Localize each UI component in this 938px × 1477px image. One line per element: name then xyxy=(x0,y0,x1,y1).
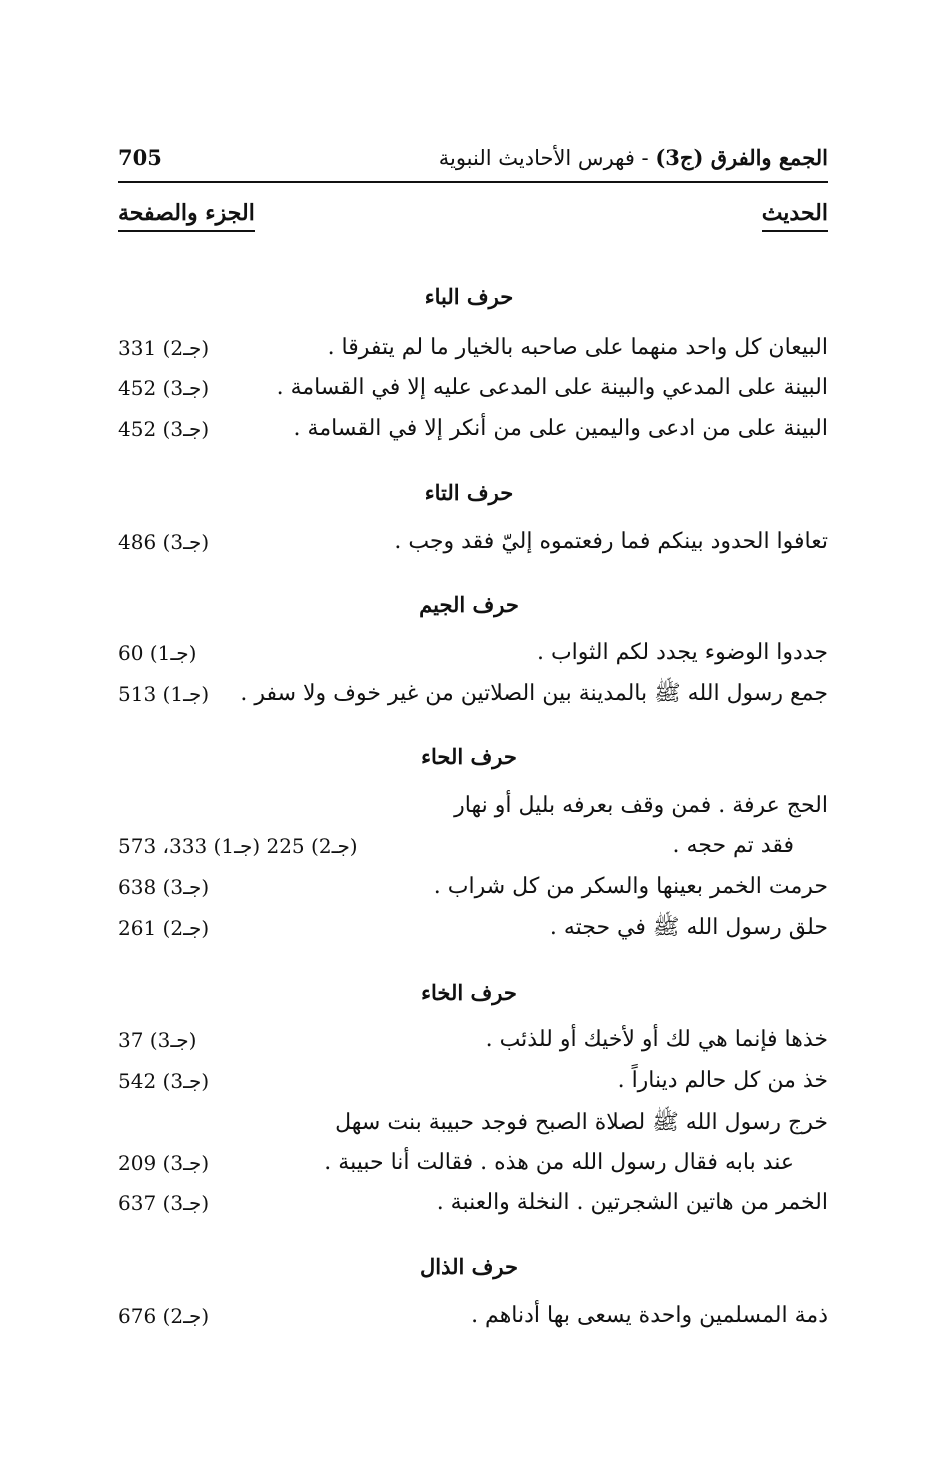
hadith-entry xyxy=(118,328,828,368)
letter-heading-ha: حرف الحاء xyxy=(421,744,517,769)
hadith-reference: (جـ3) 542 xyxy=(118,1069,210,1093)
hadith-entry xyxy=(118,1183,828,1223)
hadith-text: البيعان كل واحد منهما على صاحبه بالخيار ما لم يتفرقا . xyxy=(327,335,828,360)
hadith-reference: (جـ2) 225 (جـ1) 333، 573 xyxy=(118,834,358,858)
hadith-reference: (جـ3) 37 xyxy=(118,1028,197,1052)
column-heading-hadith: الحديث xyxy=(762,200,828,232)
running-title xyxy=(439,145,828,170)
hadith-text: حلق رسول الله ﷺ في حجته . xyxy=(549,915,828,940)
hadith-text: ذمة المسلمين واحدة يسعى بها أدناهم . xyxy=(471,1303,828,1328)
hadith-reference: (جـ3) 638 xyxy=(118,875,210,899)
letter-heading-dhal: حرف الذال xyxy=(420,1254,518,1279)
letter-heading-kha: حرف الخاء xyxy=(421,980,517,1005)
hadith-text: تعافوا الحدود بينكم فما رفعتموه إليّ فقد وجب . xyxy=(394,529,828,554)
letter-heading-jim: حرف الجيم xyxy=(419,592,519,617)
hadith-entry xyxy=(118,409,828,449)
hadith-entry xyxy=(118,674,828,714)
hadith-text: خذ من كل حالم ديناراً . xyxy=(617,1068,828,1093)
hadith-entry xyxy=(118,786,828,826)
hadith-reference: (جـ2) 261 xyxy=(118,916,210,940)
hadith-reference: (جـ2) 331 xyxy=(118,336,210,360)
hadith-entry xyxy=(118,867,828,907)
hadith-entry xyxy=(118,633,828,673)
hadith-reference: (جـ1) 513 xyxy=(118,682,210,706)
hadith-entry xyxy=(118,522,828,562)
book-title: الجمع والفرق (ج3) xyxy=(655,144,828,170)
hadith-text: الحج عرفة . فمن وقف بعرفه بليل أو نهار xyxy=(454,793,828,818)
hadith-reference: (جـ3) 637 xyxy=(118,1191,210,1215)
hadith-entry xyxy=(118,368,828,408)
hadith-text: عند بابه فقال رسول الله من هذه . فقالت أنا حبيبة . xyxy=(324,1150,794,1175)
hadith-entry xyxy=(118,908,828,948)
header-rule xyxy=(118,181,828,183)
column-heading-volume-page: الجزء والصفحة xyxy=(118,200,255,232)
page-number: 705 xyxy=(118,144,162,170)
hadith-text: حرمت الخمر بعينها والسكر من كل شراب . xyxy=(433,874,828,899)
hadith-entry xyxy=(118,1103,828,1143)
hadith-text: البينة على من ادعى واليمين على من أنكر إلا في القسامة . xyxy=(293,416,828,441)
hadith-text: جمع رسول الله ﷺ بالمدينة بين الصلاتين من غير خوف ولا سفر . xyxy=(240,681,828,706)
hadith-entry xyxy=(118,826,828,866)
letter-heading-ba: حرف الباء xyxy=(424,284,514,309)
hadith-entry xyxy=(118,1296,828,1336)
section-title: - فهرس الأحاديث النبوية xyxy=(438,145,656,170)
hadith-reference: (جـ3) 209 xyxy=(118,1151,210,1175)
hadith-entry xyxy=(118,1061,828,1101)
hadith-reference: (جـ3) 452 xyxy=(118,417,210,441)
hadith-reference: (جـ2) 676 xyxy=(118,1304,210,1328)
hadith-text: الخمر من هاتين الشجرتين . النخلة والعنبة . xyxy=(436,1190,828,1215)
hadith-text: خرج رسول الله ﷺ لصلاة الصبح فوجد حبيبة بنت سهل xyxy=(335,1110,828,1135)
hadith-text: جددوا الوضوء يجدد لكم الثواب . xyxy=(536,640,828,665)
hadith-text: خذها فإنما هي لك أو لأخيك أو للذئب . xyxy=(485,1027,828,1052)
hadith-reference: (جـ3) 486 xyxy=(118,530,210,554)
running-header xyxy=(118,140,828,174)
hadith-text: فقد تم حجه . xyxy=(672,833,794,858)
hadith-entry xyxy=(118,1020,828,1060)
hadith-text: البينة على المدعي والبينة على المدعى عليه إلا في القسامة . xyxy=(276,375,828,400)
hadith-reference: (جـ1) 60 xyxy=(118,641,197,665)
hadith-reference: (جـ3) 452 xyxy=(118,376,210,400)
hadith-entry xyxy=(118,1143,828,1183)
letter-heading-ta: حرف التاء xyxy=(424,480,514,505)
